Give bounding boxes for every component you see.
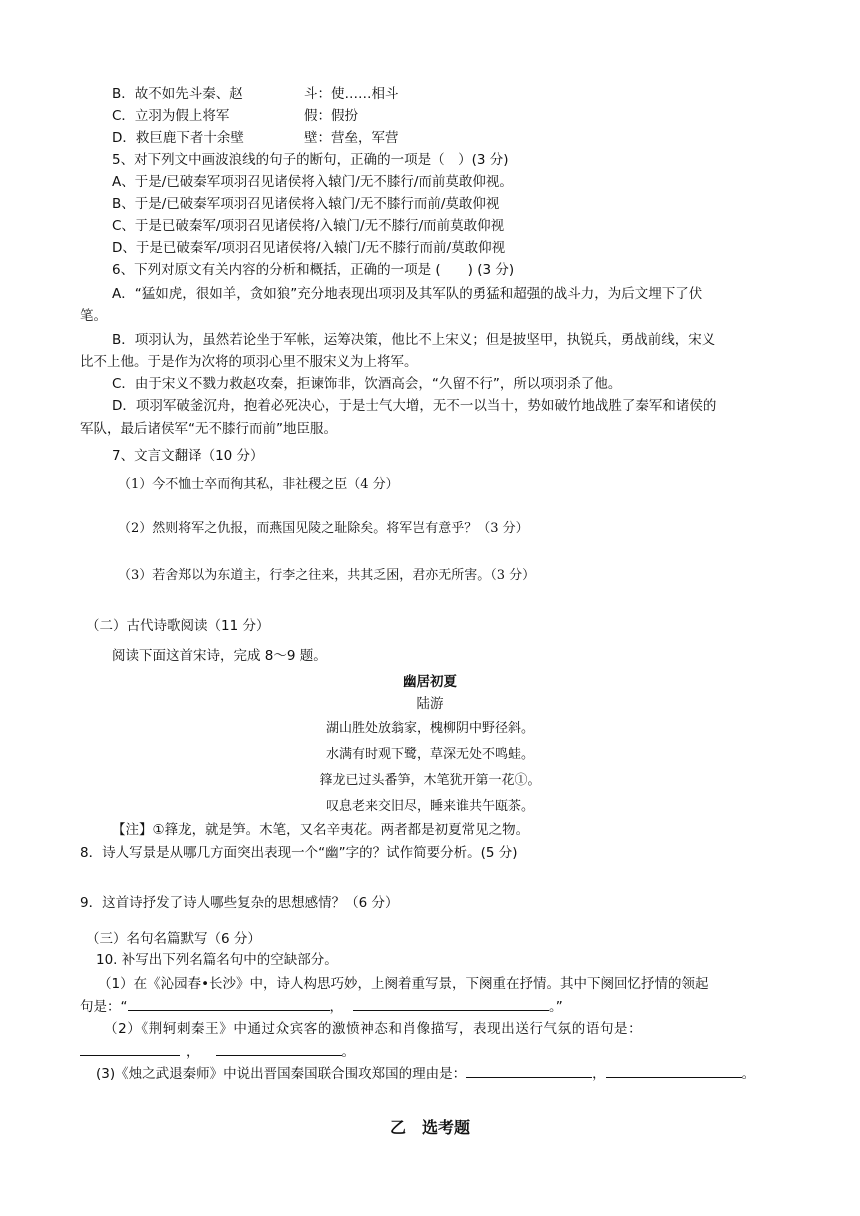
q6-option-c: C．由于宋义不戮力救赵攻秦，拒谏饰非，饮酒高会，“久留不行”，所以项羽杀了他。: [112, 376, 622, 392]
answer-blank[interactable]: [353, 996, 549, 1011]
item3-line: [96, 1063, 755, 1084]
q7-item-1: （1）今不恤士卒而徇其私，非社稷之臣（4 分）: [118, 477, 399, 492]
q6-option-b-line2: 比不上他。于是作为次将的项羽心里不服宋义为上将军。: [80, 354, 418, 370]
q6-option-d-line2: 军队，最后诸侯军“无不膝行而前”地臣服。: [80, 421, 337, 437]
item1-line1: （1）在《沁园春•长沙》中，诗人构思巧妙，上阕着重写景，下阕重在抒情。其中下阕回忆抒情的领起: [98, 976, 709, 992]
option-gloss: 假：假扮: [304, 108, 358, 124]
item2-end: 。: [341, 1044, 355, 1060]
item3-prefix: (3)《烛之武退秦师》中说出晋国秦国联合围攻郑国的理由是：: [96, 1066, 467, 1082]
q5-option-d: D、于是已破秦军/项羽召见诸侯将/入辕门/无不膝行而前/莫敢仰视: [112, 240, 506, 256]
item2-line2: [80, 1041, 355, 1062]
q5-option-c: C、于是已破秦军/项羽召见诸侯将/入辕门/无不膝行/而前莫敢仰视: [112, 218, 505, 234]
option-gloss: 壁：营垒，军营: [304, 130, 399, 146]
poem-line: 水满有时观下鹭，草深无处不鸣蛙。: [325, 747, 534, 762]
item3-end: 。: [741, 1066, 756, 1082]
q4-option-b: [112, 84, 399, 104]
item1-end: 。”: [549, 999, 563, 1015]
answer-blank[interactable]: [80, 1041, 180, 1056]
q6-option-a-line2: 笔。: [80, 308, 107, 324]
q4-option-c: [112, 106, 358, 126]
q5-option-b: B、于是/已破秦军项羽召见诸侯将入辕门/无不膝行而前/莫敢仰视: [112, 196, 500, 212]
item2-sep: ，: [186, 1044, 200, 1060]
section2-heading: （二）古代诗歌阅读（11 分）: [86, 618, 270, 634]
item3-sep: ，: [592, 1066, 606, 1082]
q6-option-b-line1: B．项羽认为，虽然若论坐于军帐，运筹决策，他比不上宋义；但是披坚甲，执锐兵，勇战前线，宋义: [112, 332, 716, 348]
poem-line: 叹息老来交旧尽，睡来谁共午瓯茶。: [325, 799, 534, 814]
option-text: C．立羽为假上将军: [112, 108, 230, 124]
q5-option-a: A、于是/已破秦军项羽召见诸侯将入辕门/无不膝行/而前莫敢仰视。: [112, 174, 513, 190]
q7-item-3: （3）若舍郑以为东道主，行李之往来，共其乏困，君亦无所害。（3 分）: [118, 568, 536, 583]
poem-title: 幽居初夏: [403, 674, 457, 690]
q4-option-d: [112, 128, 399, 148]
section3-heading: （三）名句名篇默写（6 分）: [86, 931, 261, 947]
q5-stem: 5、对下列文中画波浪线的句子的断句，正确的一项是（ ）(3 分): [112, 152, 509, 168]
q7-item-2: （2）然则将军之仇报，而燕国见陵之耻除矣。将军岂有意乎？（3 分）: [118, 521, 529, 536]
answer-blank[interactable]: [216, 1041, 342, 1056]
q6-stem: 6、下列对原文有关内容的分析和概括，正确的一项是 ( ) (3 分): [112, 262, 515, 278]
answer-blank[interactable]: [466, 1063, 592, 1078]
answer-blank[interactable]: [128, 996, 330, 1011]
poem-author: 陆游: [416, 696, 444, 712]
section2-intro: 阅读下面这首宋诗，完成 8～9 题。: [112, 648, 327, 664]
item1-prefix: 句是：“: [80, 999, 128, 1015]
poem-line: 湖山胜处放翁家，槐柳阴中野径斜。: [325, 721, 534, 736]
part-title: 乙 选考题: [389, 1118, 470, 1137]
question-10: 10. 补写出下列名篇名句中的空缺部分。: [96, 952, 338, 968]
item1-line2: [80, 996, 563, 1017]
option-gloss: 斗：使……相斗: [304, 86, 399, 102]
poem-note: 【注】①箨龙，就是笋。木笔，又名辛夷花。两者都是初夏常见之物。: [112, 822, 530, 838]
option-text: B．故不如先斗秦、赵: [112, 86, 243, 102]
option-text: D．救巨鹿下者十余壁: [112, 130, 244, 146]
q6-option-d-line1: D．项羽军破釜沉舟，抱着必死决心，于是士气大增，无不一以当十，势如破竹地战胜了秦军和诸侯的: [112, 398, 717, 414]
answer-blank[interactable]: [606, 1063, 742, 1078]
item2-line1: （2）《荆轲刺秦王》中通过众宾客的激愤神态和肖像描写，表现出送行气氛的语句是：: [104, 1021, 643, 1037]
question-8: 8．诗人写景是从哪几方面突出表现一个“幽”字的？试作简要分析。(5 分): [80, 845, 518, 861]
question-9: 9．这首诗抒发了诗人哪些复杂的思想感情？（6 分）: [80, 895, 399, 911]
item1-sep: ，: [329, 999, 343, 1015]
q6-option-a-line1: A．“猛如虎，很如羊，贪如狼”充分地表现出项羽及其军队的勇猛和超强的战斗力，为后文埋下了伏: [112, 286, 703, 302]
poem-line: 箨龙已过头番笋，木笔犹开第一花①。: [319, 773, 541, 788]
q7-stem: 7、文言文翻译（10 分）: [112, 448, 264, 464]
